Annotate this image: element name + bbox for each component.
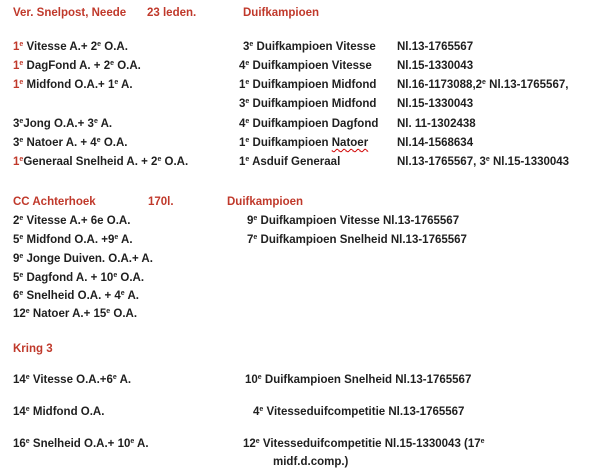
section1-champion-4-ring: Nl.15-1330043 bbox=[397, 98, 474, 110]
section1-header-club: Ver. Snelpost, Neede bbox=[13, 7, 127, 19]
section2-champion-1: 9e Duifkampioen Vitesse Nl.13-1765567 bbox=[247, 215, 460, 227]
section1-champion-7-ring: Nl.13-1765567, 3e Nl.15-1330043 bbox=[397, 156, 570, 168]
section1-result-5: 3e Natoer A. + $4^e$ O.A. bbox=[13, 137, 128, 149]
section3-champion-2: 4e Vitesseduifcompetitie Nl.13-1765567 bbox=[253, 406, 465, 418]
section1-result-4: 3eJong $O.A.+ 3^e$ A. bbox=[13, 118, 113, 130]
section3-result-1: 14e Vitesse $O.A.+6^e$ A. bbox=[13, 374, 132, 386]
section1-champion-1: 3e Duifkampioen Vitesse bbox=[243, 41, 376, 53]
section3-champion-3-continued: midf.d.comp.) bbox=[273, 456, 349, 468]
section2-header-club: CC Achterhoek bbox=[13, 196, 96, 208]
section1-champion-3-ring: Nl.16-1173088,2e Nl.13-1765567, bbox=[397, 79, 569, 91]
section1-header-title: Duifkampioen bbox=[243, 7, 320, 19]
section2-result-3: 9e Jonge Duiven. O.A.+ A. bbox=[13, 253, 153, 265]
section2-result-4: 5e Dagfond A. + $10^e$ O.A. bbox=[13, 272, 145, 284]
section2-result-5: 6e Snelheid O.A. + $4^e$ A. bbox=[13, 290, 139, 302]
section1-champion-6-ring: Nl.14-1568634 bbox=[397, 137, 474, 149]
section3-champion-1: 10e Duifkampioen Snelheid Nl.13-1765567 bbox=[245, 374, 472, 386]
section1-champion-6: 1e Duifkampioen Natoer bbox=[239, 137, 369, 149]
section3-champion-3: 12e Vitesseduifcompetitie Nl.15-1330043 (17e bbox=[243, 438, 485, 450]
section1-champion-2: 4e Duifkampioen Vitesse bbox=[239, 60, 372, 72]
section3-header: Kring 3 bbox=[13, 343, 53, 355]
section1-champion-1-ring: Nl.13-1765567 bbox=[397, 41, 474, 53]
section1-result-3: 1e Midfond $O.A.+ 1^e$ A. bbox=[13, 79, 133, 91]
section2-champion-2: 7e Duifkampioen Snelheid Nl.13-1765567 bbox=[247, 234, 467, 246]
section2-header-title: Duifkampioen bbox=[227, 196, 304, 208]
section2-header-count: 170l. bbox=[148, 196, 174, 208]
section1-result-6: 1eGeneraal Snelheid A. + $2^e$ O.A. bbox=[13, 156, 189, 168]
section3-result-3: 16e Snelheid $O.A.+ 10^e$ A. bbox=[13, 438, 149, 450]
section1-header-count: 23 leden. bbox=[147, 7, 197, 19]
section2-result-6: 12e Natoer $A.+ 15^e$ O.A. bbox=[13, 308, 138, 320]
section1-champion-4: 3e Duifkampioen Midfond bbox=[239, 98, 377, 110]
section1-result-1: 1e Vitesse $A.+ 2^e$ O.A. bbox=[13, 41, 128, 53]
section1-champion-3: 1e Duifkampioen Midfond bbox=[239, 79, 377, 91]
section1-champion-5-ring: Nl. 11-1302438 bbox=[397, 118, 476, 130]
section2-result-2: 5e Midfond O.A. $+9^e$ A. bbox=[13, 234, 133, 246]
section3-result-2: 14e Midfond O.A. bbox=[13, 406, 105, 418]
spellcheck-underline: Natoer bbox=[331, 137, 369, 149]
section1-champion-2-ring: Nl.15-1330043 bbox=[397, 60, 474, 72]
section1-champion-5: 4e Duifkampioen Dagfond bbox=[239, 118, 379, 130]
section1-result-2: 1e DagFond A. + $2^e$ O.A. bbox=[13, 60, 141, 72]
section2-result-1: 2e Vitesse A.+ 6e O.A. bbox=[13, 215, 131, 227]
section1-champion-7: 1e Asduif Generaal bbox=[239, 156, 341, 168]
